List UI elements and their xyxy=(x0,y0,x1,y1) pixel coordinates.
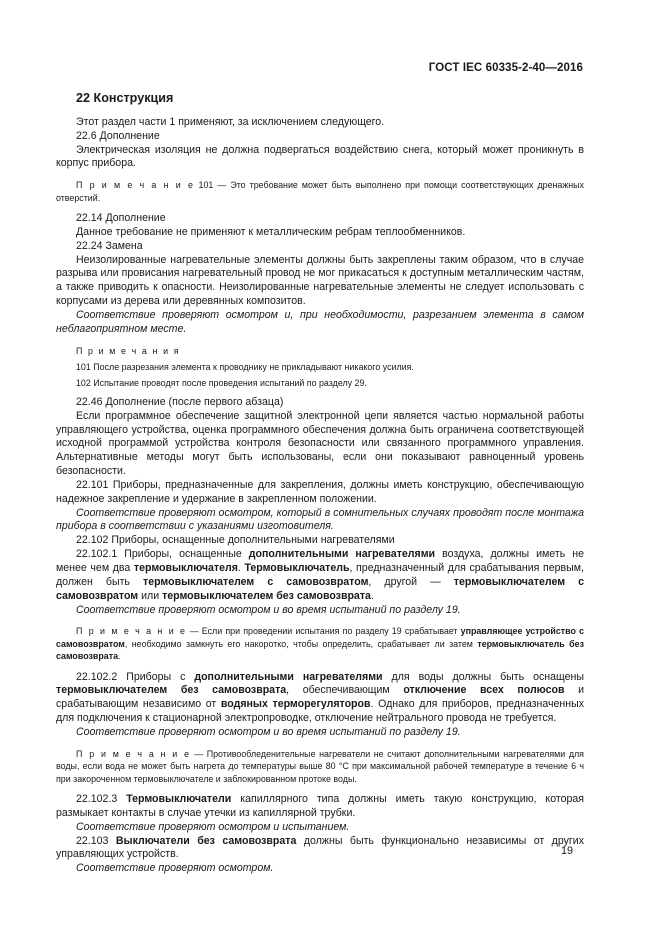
paragraph: Электрическая изоляция не должна подвергаться воздействию снега, который может проникнуть в корпус прибора. xyxy=(56,143,584,170)
paragraph: Если программное обеспечение защитной электронной цепи является частью нормальной работы управляющего устройства, оценка программного обеспечения должна быть ограничена соответствующей исходной программой устройства контроля безопасности или связанного программного управления. Альтернативные методы могут быть использованы, если они показывают равноценный уровень безопасности. xyxy=(56,409,584,478)
note: 102 Испытание проводят после проведения испытаний по разделу 29. xyxy=(76,378,367,389)
paragraph: 22.103 Выключатели без самовозврата должны быть функционально независимы от других управляющих устройств. xyxy=(56,834,584,861)
note-label: П р и м е ч а н и е xyxy=(76,180,195,191)
paragraph: 22.101 Приборы, предназначенные для закрепления, должны иметь конструкцию, обеспечивающую надежное закрепление и удержание в закрепленном положении. xyxy=(56,478,584,505)
compliance-check: Соответствие проверяют осмотром и, при необходимости, разрезанием элемента в самом неблагоприятном месте. xyxy=(56,308,584,335)
paragraph: 22.102.1 Приборы, оснащенные дополнительными нагревателями воздуха, должны иметь не менее чем два термовыключателя. Термовыключатель, предназначенный для срабатывания первым, должен быть термовыключателем с самовозвратом, другой — термовыключателем с самовозвратом или термовыключателем без самовозврата. xyxy=(56,548,584,602)
section-title: 22 Конструкция xyxy=(76,91,174,105)
compliance-check: Соответствие проверяют осмотром и испытанием. xyxy=(76,820,350,833)
note-label: П р и м е ч а н и е xyxy=(76,748,191,759)
standard-header: ГОСТ IEC 60335-2-40—2016 xyxy=(428,62,583,74)
note: П р и м е ч а н и е 101 — Это требование может быть выполнено при помощи соответствующих дренажных отверстий. xyxy=(56,180,584,203)
clause-heading: 22.102 Приборы, оснащенные дополнительными нагревателями xyxy=(76,534,395,547)
page-number: 19 xyxy=(560,845,573,857)
clause-heading: 22.24 Замена xyxy=(76,239,143,252)
paragraph: Данное требование не применяют к металлическим ребрам теплообменников. xyxy=(76,225,466,238)
note: П р и м е ч а н и е — Если при проведении испытания по разделу 19 срабатывает управляющее устройство с самовозвратом, необходимо замкнуть его накоротко, чтобы определить, срабатывает ли затем термовыключатель без самовозврата. xyxy=(56,626,585,662)
compliance-check: Соответствие проверяют осмотром и во время испытаний по разделу 19. xyxy=(76,603,461,616)
paragraph: 22.102.2 Приборы с дополнительными нагревателями для воды должны быть оснащены термовыключателем без самовозврата, обеспечивающим отключение всех полюсов и срабатывающим независимо от водяных терморегуляторов. Однако для приборов, предназначенных для подключения к стационарной электропроводке, отключение нейтрального провода не требуется. xyxy=(56,670,585,725)
page-content xyxy=(56,92,584,876)
paragraph: Этот раздел части 1 применяют, за исключением следующего. xyxy=(76,115,385,128)
clause-heading: 22.6 Дополнение xyxy=(76,129,160,142)
paragraph: 22.102.3 Термовыключатели капиллярного типа должны иметь такую конструкцию, которая размыкает контакты в случае утечки из капиллярной трубки. xyxy=(56,793,584,819)
compliance-check: Соответствие проверяют осмотром и во время испытаний по разделу 19. xyxy=(76,725,461,738)
clause-heading: 22.46 Дополнение (после первого абзаца) xyxy=(76,395,284,408)
notes-heading: П р и м е ч а н и я xyxy=(76,345,181,356)
note: 101 После разрезания элемента к проводнику не прикладывают никакого усилия. xyxy=(76,362,414,373)
paragraph: Неизолированные нагревательные элементы должны быть закреплены таким образом, что в случае разрыва или провисания нагревательный провод не мог прикасаться к доступным металлическим частям, а также приводить к опасности. Неизолированные нагревательные элементы не следует использовать с корпусами из дерева или деревянных композитов. xyxy=(56,253,584,308)
compliance-check: Соответствие проверяют осмотром. xyxy=(76,862,274,875)
clause-heading: 22.14 Дополнение xyxy=(76,212,166,225)
compliance-check: Соответствие проверяют осмотром, который в сомнительных случаях проводят после монтажа прибора в соответствии с указаниями изготовителя. xyxy=(56,506,584,533)
note-label: П р и м е ч а н и е xyxy=(76,626,187,637)
note: П р и м е ч а н и е — Противообледенительные нагреватели не считают дополнительными нагревателями для воды, если вода не может быть нагрета до температуры выше 80 °С при максимальной рабочей температуре в течение 6 ч при закороченном термовыключателе и заблокированном протоке воды. xyxy=(56,748,584,784)
